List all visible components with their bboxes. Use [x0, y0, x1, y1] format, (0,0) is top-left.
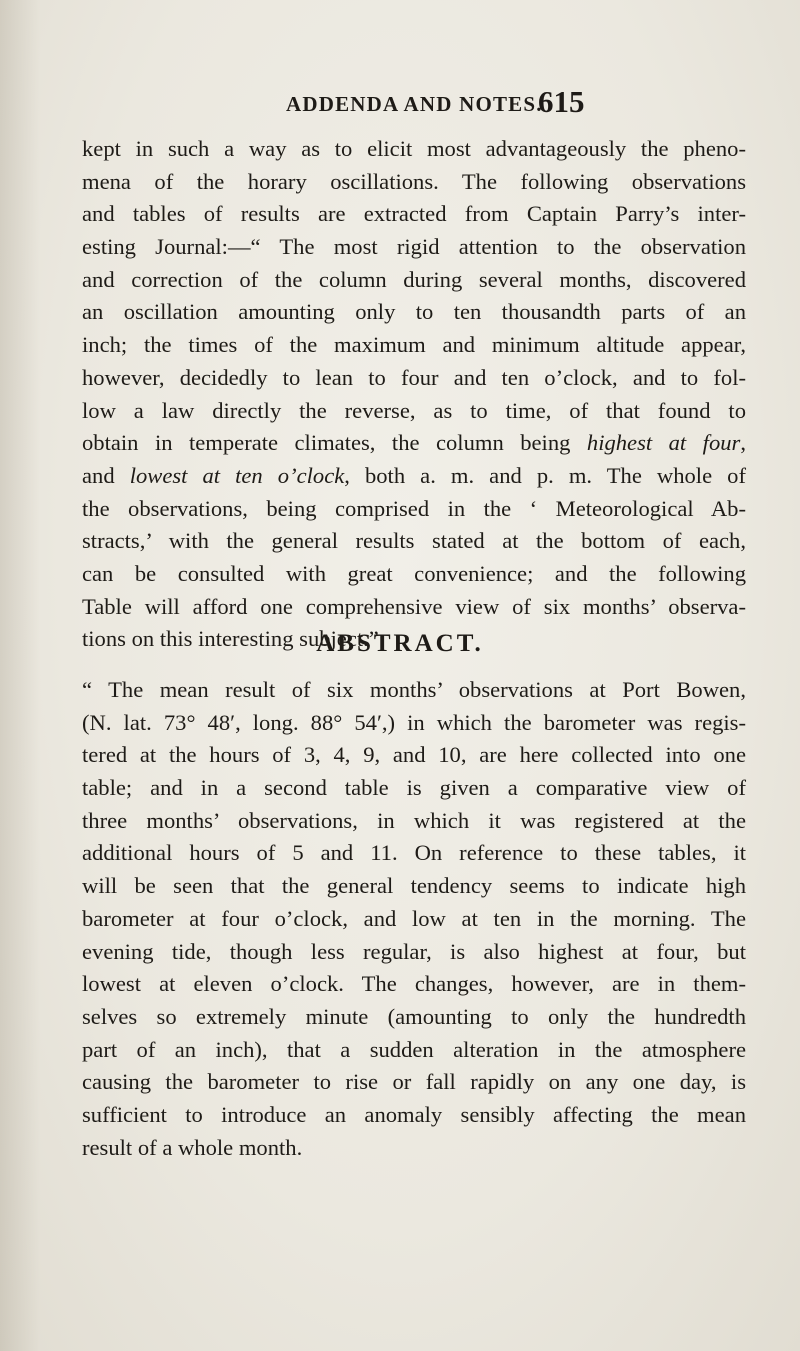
- text-line: barometer at four o’clock, and low at ten in the morning. The: [82, 905, 746, 931]
- text-line: (N. lat. 73° 48′, long. 88° 54′,) in which the barometer was regis-: [82, 709, 746, 735]
- text-line: and tables of results are extracted from Captain Parry’s inter-: [82, 201, 746, 227]
- text-line: mena of the horary oscillations. The following observations: [82, 168, 746, 194]
- text-line: evening tide, though less regular, is also highest at four, but: [82, 938, 746, 964]
- text-line: “ The mean result of six months’ observations at Port Bowen,: [82, 677, 746, 702]
- text-line: tered at the hours of 3, 4, 9, and 10, are here collected into one: [82, 742, 746, 768]
- text-line: and correction of the column during several months, discovered: [82, 266, 746, 292]
- page-gutter-shadow: [0, 0, 40, 1351]
- text-line: causing the barometer to rise or fall rapidly on any one day, is: [82, 1069, 746, 1095]
- text-line: low a law directly the reverse, as to time, of that found to: [82, 397, 746, 423]
- text-line: esting Journal:—“ The most rigid attention to the observation: [82, 234, 746, 260]
- running-head-title: ADDENDA AND NOTES.: [286, 92, 543, 116]
- text-line: tions on this interesting subject.”: [82, 626, 379, 652]
- text-line-lowest-at-ten: and lowest at ten o’clock, both a. m. and p. m. The whole of: [82, 462, 746, 488]
- text-line: result of a whole month.: [82, 1134, 303, 1160]
- text-line: stracts,’ with the general results stated at the bottom of each,: [82, 528, 746, 554]
- text-line: an oscillation amounting only to ten thousandth parts of an: [82, 299, 746, 325]
- text-line: the observations, being comprised in the ‘ Meteorological Ab-: [82, 495, 746, 521]
- text-line: additional hours of 5 and 11. On reference to these tables, it: [82, 840, 746, 866]
- section-heading-abstract: ABSTRACT.: [316, 630, 484, 657]
- text-line: sufficient to introduce an anomaly sensibly affecting the mean: [82, 1101, 746, 1127]
- text-line: lowest at eleven o’clock. The changes, however, are in them-: [82, 971, 746, 997]
- text-line: selves so extremely minute (amounting to only the hundredth: [82, 1003, 746, 1029]
- text-line: will be seen that the general tendency seems to indicate high: [82, 873, 746, 899]
- paragraph-abstract: [82, 674, 746, 1164]
- text-line: however, decidedly to lean to four and ten o’clock, and to fol-: [82, 364, 746, 390]
- text-line: can be consulted with great convenience; and the following: [82, 560, 746, 586]
- text-line: three months’ observations, in which it was registered at the: [82, 807, 746, 833]
- page-number: 615: [538, 84, 585, 119]
- text-line: table; and in a second table is given a comparative view of: [82, 775, 746, 801]
- text-line: Table will afford one comprehensive view of six months’ observa-: [82, 593, 746, 619]
- text-line: inch; the times of the maximum and minimum altitude appear,: [82, 332, 746, 358]
- text-line: part of an inch), that a sudden alteration in the atmosphere: [82, 1036, 746, 1062]
- text-line-highest-at-four: obtain in temperate climates, the column being highest at four,: [82, 430, 746, 456]
- running-head: [286, 84, 686, 124]
- text-line: kept in such a way as to elicit most advantageously the pheno-: [82, 136, 746, 161]
- paragraph-parry-journal: [82, 133, 746, 656]
